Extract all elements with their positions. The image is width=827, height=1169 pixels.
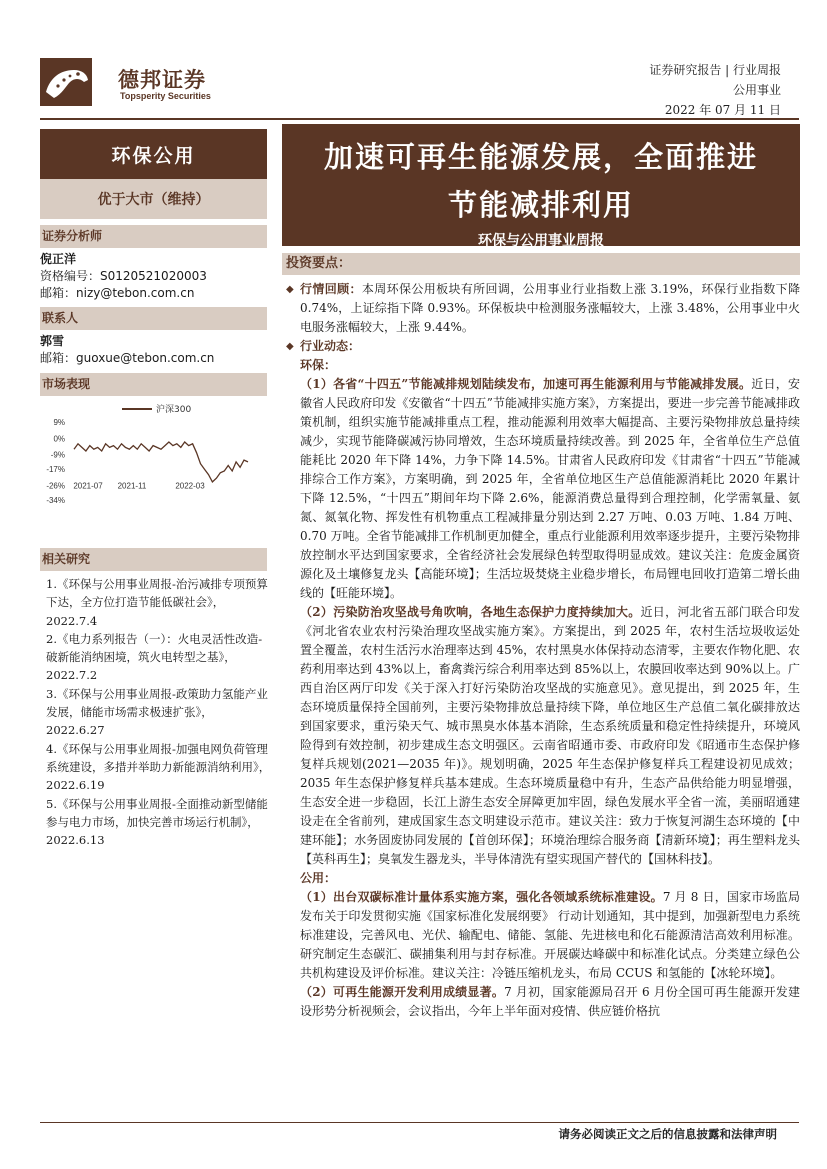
env-para-2	[286, 603, 800, 869]
page-title-line2: 节能减排利用	[447, 188, 634, 222]
util-para-2	[286, 983, 800, 1021]
disclaimer-footer: 请务必阅读正文之后的信息披露和法律声明	[558, 1127, 777, 1141]
env-para-2-text: 近日，河北省五部门联合印发《河北省农业农村污染治理攻坚战实施方案》。方案提出，到 2025 年，农村生活垃圾收运处置全覆盖，农村生活污水治理率达到 45%，农村黑臭水体保持动态清零，主要农作物化肥、农药利用率达到 43%以上，畜禽粪污综合利用率达到 85%以上，农膜回收率达到 90%以上。广西自治区两厅印发《关于深入打好污染防治攻坚战的实施意见》。意见提出，到 2025 年，生态环境质量保持全国前列，主要污染物排放总量持续下降，单位地区生产总值二氧化碳排放达到国家要求，重污染天气、城市黑臭水体基本消除，生态系统质量和稳定性持续提升，环境风险得到有效控制，初步建成生态文明强区。云南省昭通市委、市政府印发《昭通市生态保护修复样兵规划(2021—2035 年)》。规划明确，2025 年生态保护修复样兵工程建设初见成效；2035 年生态保护修复样兵基本建成。生态环境质量稳中有升，生态产品供给能力明显增强，生态安全进一步稳固，长江上游生态安全屏障更加牢固，绿色发展水平全省一流，美丽昭通建设走在全省前列，建成国家生态文明建设示范市。建议关注：致力于恢复河湖生态环境的【中建环能】；水务固废协同发展的【首创环保】；环境治理综合服务商【清新环境】；再生塑料龙头【英科再生】；臭氧发生器龙头，半导体清洗有望实现国产替代的【国林科技】。	[300, 605, 800, 866]
related-item[interactable]: 1.《环保与公用事业周报-治污减排专项预算下达，全方位打造节能低碳社会》，2022.7.4	[46, 577, 268, 628]
env-para-1-title: （1）各省“十四五”节能减排规划陆续发布，加速可再生能源利用与节能减排发展。	[300, 377, 752, 391]
util-para-1	[286, 888, 800, 983]
util-para-2-title: （2）可再生能源开发利用成绩显著。	[300, 985, 505, 999]
util-para-1-text: 7 月 8 日，国家市场监局发布关于印发贯彻实施《国家标准化发展纲要》 行动计划通知，其中提到，加强新型电力系统标准建设，完善风电、光伏、输配电、储能、氢能、先进核电和化石能源清洁高效利用标准。研究制定生态碳汇、碳捕集利用与封存标准。开展碳达峰碳中和标准化试点。分类建立绿色公共机构建设及评价标准。建议关注：冷链压缩机龙头，布局 CCUS 和氢能的【冰轮环境】。	[300, 890, 800, 980]
investment-content	[286, 280, 800, 1021]
footer-divider	[40, 1122, 799, 1123]
x-tick-label: 2022-03	[175, 481, 205, 491]
y-tick-label: 0%	[53, 434, 65, 444]
page-title-line1: 加速可再生能源发展，全面推进	[323, 140, 758, 174]
x-tick-label: 2021-07	[73, 481, 103, 491]
analyst-email: 邮箱：nizy@tebon.com.cn	[40, 286, 195, 300]
report-industry: 公用事业	[732, 83, 781, 97]
market-performance-chart	[40, 400, 267, 520]
y-tick-label: -26%	[46, 481, 65, 491]
dynamics-label: 行业动态：	[300, 339, 361, 353]
series-line	[74, 442, 248, 482]
related-item[interactable]: 4.《环保与公用事业周报-加强电网负荷管理系统建设，多措并举助力新能源消纳利用》，2022.6.19	[46, 741, 271, 793]
util-para-2-text: 7 月初，国家能源局召开 6 月份全国可再生能源开发建设形势分析视频会，会议指出，今年上半年面对疫情、供应链价格抗	[300, 985, 800, 1018]
title-banner	[282, 124, 800, 249]
env-para-1	[286, 375, 800, 603]
review-label: 行情回顾：	[300, 282, 362, 296]
analyst-heading: 证券分析师	[40, 225, 267, 248]
contact-email: 邮箱：guoxue@tebon.com.cn	[40, 351, 215, 365]
sector-label: 环保公用	[40, 129, 267, 179]
env-label: 环保：	[300, 358, 337, 372]
contact-name: 郭雪	[40, 334, 65, 348]
y-tick-label: 9%	[53, 418, 65, 427]
env-para-1-text: 近日，安徽省人民政府印发《安徽省“十四五”节能减排实施方案》，方案提出，要进一步完善节能减排政策机制，组织实施节能减排重点工程，推动能源利用效率大幅提高、主要污染物排放总量持续减少，实现节能降碳减污协同增效，生态环境质量持续改善。到 2025 年，全省单位生产总值能耗比 2020 年下降 14%，力争下降 14.5%。甘肃省人民政府印发《甘肃省“十四五”节能减排综合工作方案》，方案明确，到 2025 年，全省单位地区生产总值能源消耗比 2020 年累计下降 12.5%，“十四五”期间年均下降 2.6%，能源消费总量得到合理控制，化学需氧量、氨氮、氮氧化物、挥发性有机物重点工程减排量分别达到 2.27 万吨、0.03 万吨、1.84 万吨、0.70 万吨。全省节能减排工作机制更加健全，重点行业能源利用效率逐步提升，主要污染物排放控制水平达到国家要求，全省经济社会发展绿色转型取得明显成效。建议关注：危废金属资源化及土壤修复龙头【高能环境】；生活垃圾焚烧主业稳步增长，布局锂电回收打造第二增长曲线的【旺能环境】。	[300, 377, 800, 600]
related-item[interactable]: 5.《环保与公用事业周报-全面推动新型储能参与电力市场，加快完善市场运行机制》，2022.6.13	[46, 796, 268, 848]
header-divider	[40, 118, 799, 120]
report-type: 证券研究报告 | 行业周报	[649, 63, 781, 77]
related-heading: 相关研究	[40, 548, 267, 571]
review-text: 本周环保公用板块有所回调，公用事业行业指数上涨 3.19%，环保行业指数下降 0.74%，上证综指下降 0.93%。环保板块中检测服务涨幅较大，上涨 3.48%，公用事业中火电服务涨幅较大，上涨 9.44%。	[300, 282, 800, 334]
util-label: 公用：	[300, 871, 337, 885]
env-para-2-title: （2）污染防治攻坚战号角吹响，各地生态保护力度持续加大。	[300, 605, 641, 619]
analyst-name: 倪正洋	[40, 252, 77, 266]
legend-label: 沪深300	[156, 405, 192, 415]
market-heading: 市场表现	[40, 373, 267, 396]
y-tick-label: -9%	[50, 450, 65, 460]
report-meta	[649, 60, 781, 100]
rating-label: 优于大市（维持）	[40, 179, 267, 219]
brand-name-en: Topsperity Securities	[120, 91, 211, 101]
related-item[interactable]: 3.《环保与公用事业周报-政策助力氢能产业发展，储能市场需求极速扩张》，2022.6.27	[46, 686, 268, 738]
investment-heading: 投资要点：	[282, 253, 800, 275]
contact-heading: 联系人	[40, 307, 267, 330]
related-item[interactable]: 2.《电力系列报告（一）：火电灵活性改造-破新能消纳困境，筑火电转型之基》，2022.7.2	[46, 631, 263, 683]
x-tick-label: 2021-11	[117, 481, 147, 491]
page-subtitle: 环保与公用事业周报	[478, 233, 604, 249]
related-research-list	[46, 575, 271, 849]
leopard-logo-icon	[40, 58, 92, 106]
brand-name-cn: 德邦证券	[118, 68, 206, 92]
market-review-para	[286, 280, 800, 337]
brand-logo	[40, 58, 240, 108]
analyst-block	[40, 251, 207, 302]
report-date: 2022 年 07 月 11 日	[664, 103, 781, 117]
analyst-cert: 资格编号：S0120521020003	[40, 269, 207, 283]
y-tick-label: -34%	[46, 496, 65, 505]
y-tick-label: -17%	[46, 465, 65, 475]
util-para-1-title: （1）出台双碳标准计量体系实施方案，强化各领域系统标准建设。	[300, 890, 663, 904]
contact-block	[40, 333, 214, 367]
dynamics-label-para	[286, 337, 800, 356]
